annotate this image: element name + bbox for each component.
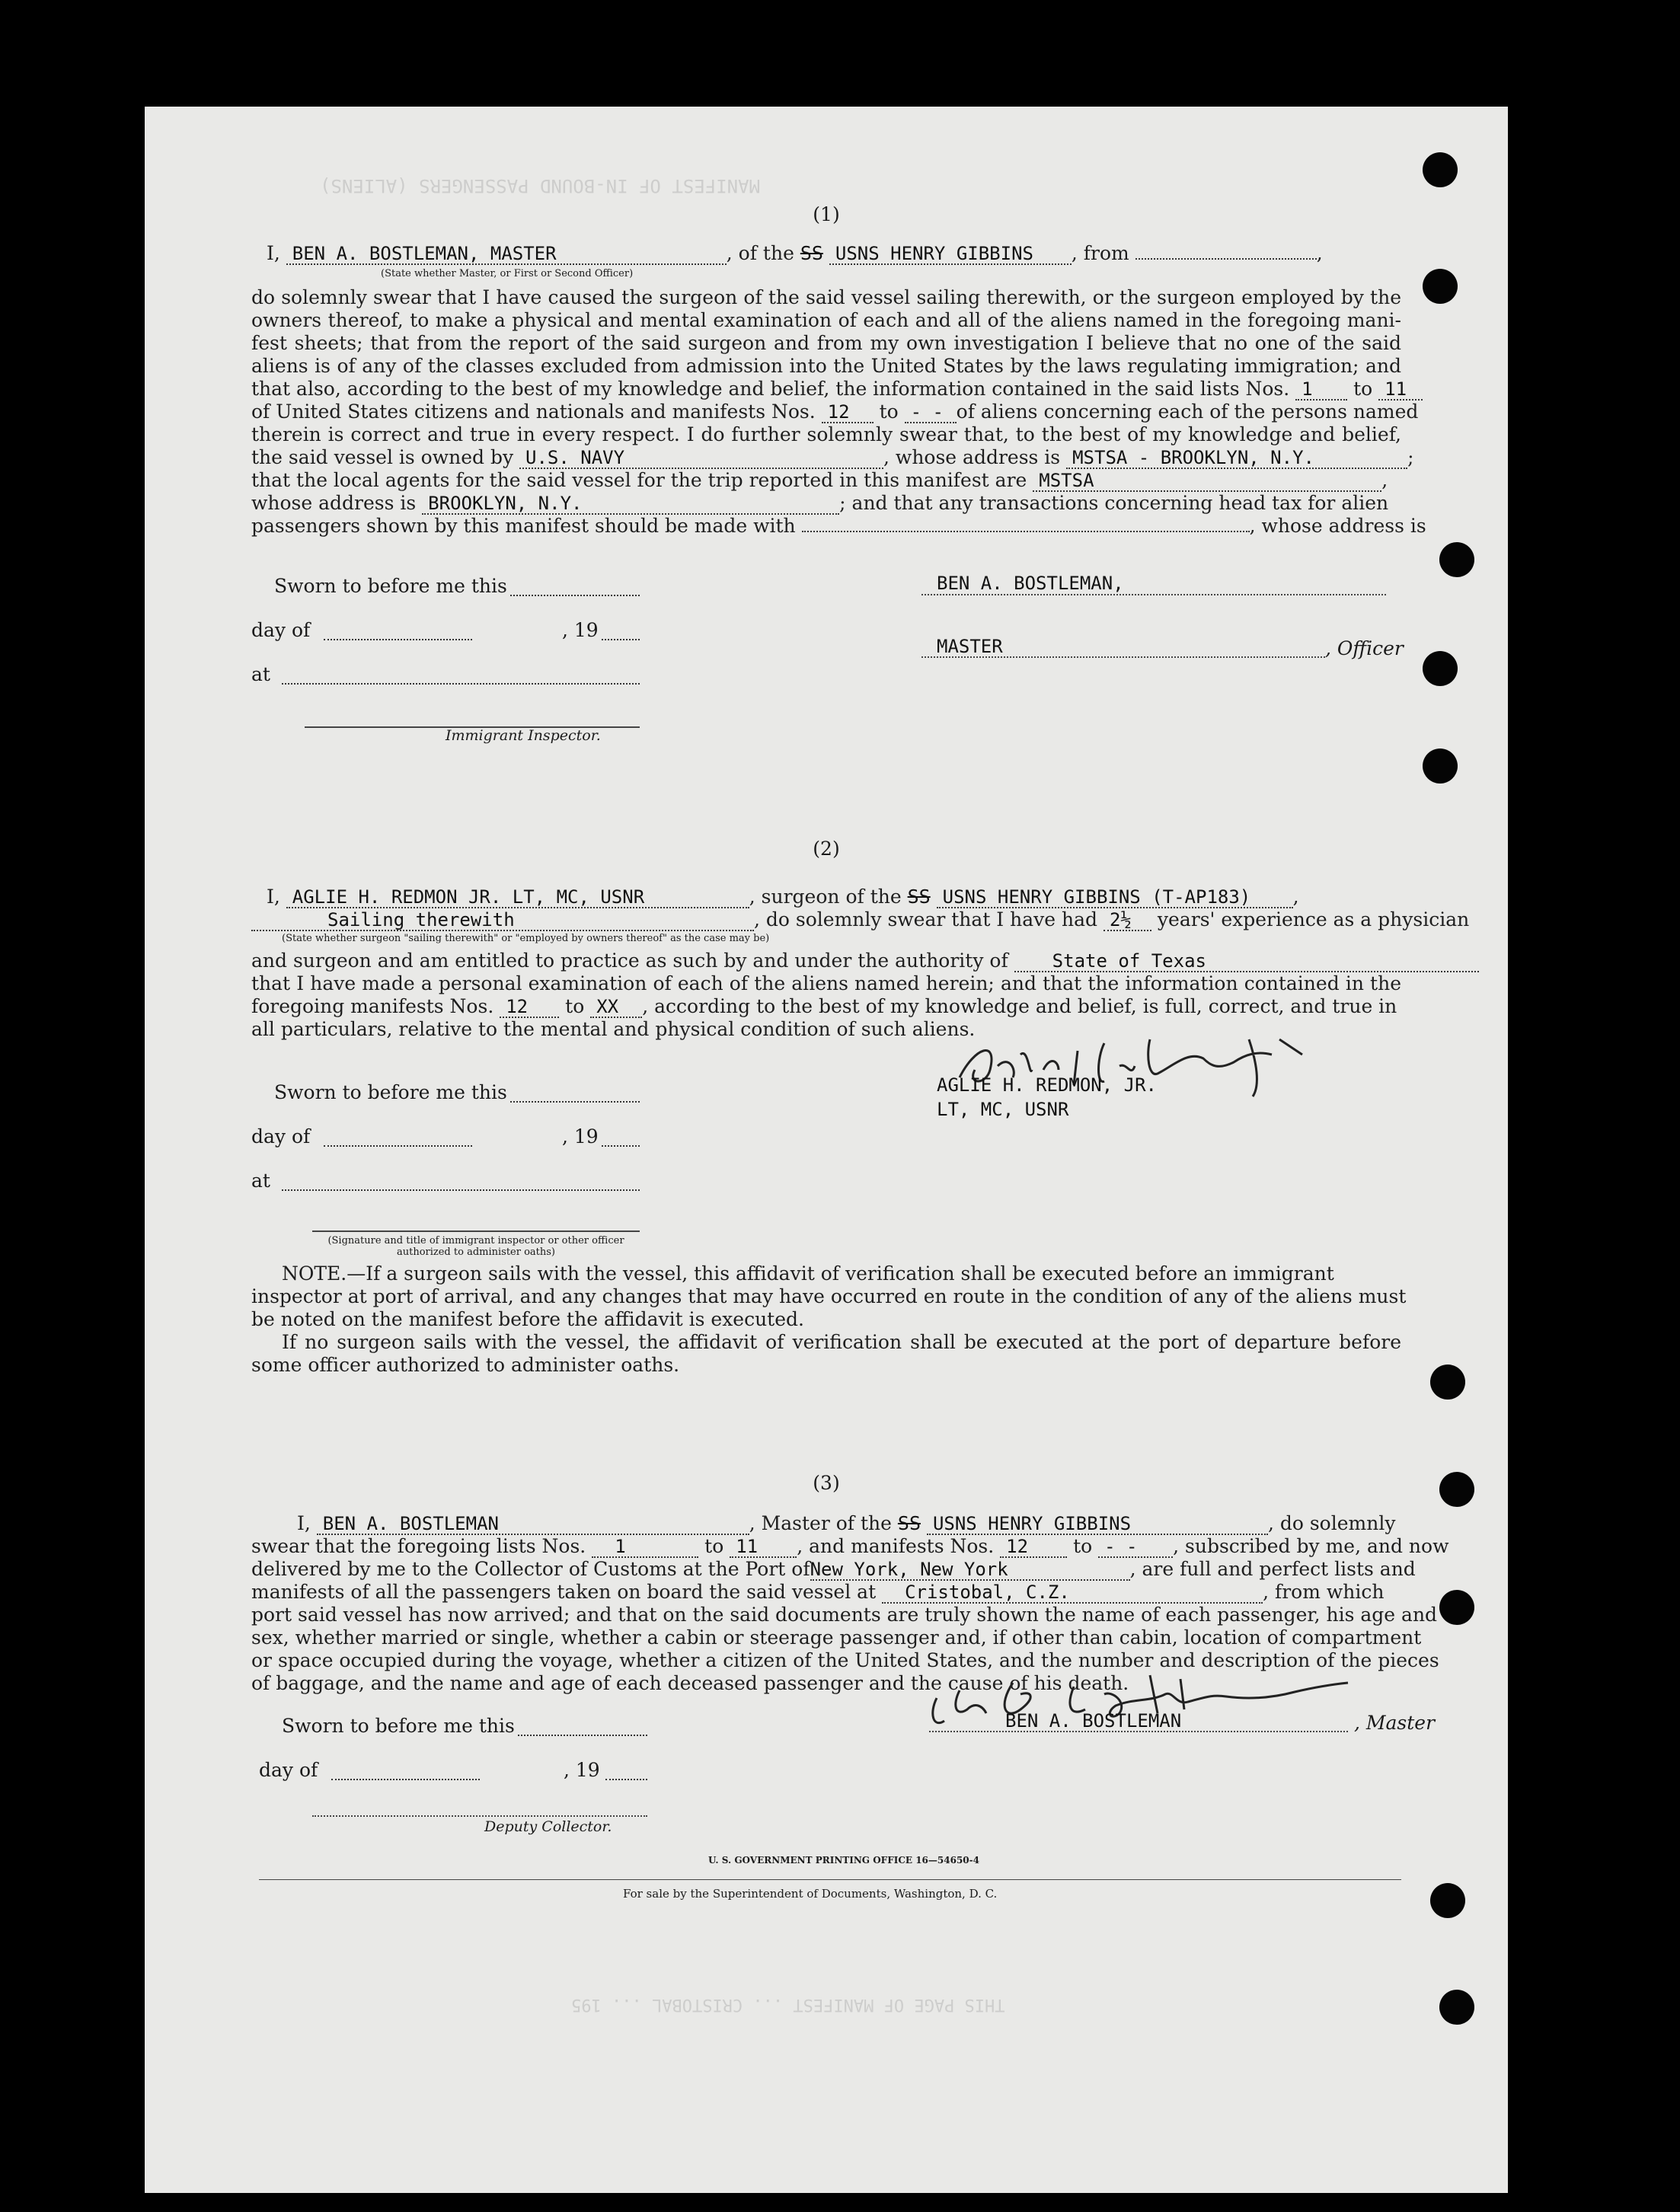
officer-title: MASTER [937,636,1003,657]
oath-2-line-4: that I have made a personal examination of each of the aliens named herein; and that the information contained in the [251,972,1401,994]
gpo-imprint: U. S. GOVERNMENT PRINTING OFFICE 16—54650-4 [708,1855,979,1866]
bleed-through-text: MANIFEST OF IN-BOUND PASSENGERS (ALIENS) [320,175,760,196]
surgeon-name-field[interactable]: AGLIE H. REDMON JR. LT, MC, USNR [286,887,749,908]
collector-port-field[interactable]: New York, New York [810,1559,1130,1581]
authority-field[interactable]: State of Texas [1014,951,1479,972]
document-page [145,107,1508,2193]
oath-1-line-10: that the local agents for the said vessel for the trip reported in this manifest are MSTSA , [251,469,1388,491]
agents-address-field[interactable]: BROOKLYN, N.Y. [422,493,839,515]
oath-3-line-3: delivered by me to the Collector of Customs at the Port ofNew York, New York , are full and perfect lists and [251,1558,1416,1580]
sworn-label-3: Sworn to before me this [282,1715,515,1737]
owner-field[interactable]: U.S. NAVY [519,448,883,469]
oath-2-line-2: Sailing therewith , do solemnly swear that I have had 2½ years' experience as a physician [251,908,1401,931]
manifests-to-field[interactable]: - - [905,402,957,423]
surgeon-manifests-to-field[interactable]: XX [590,997,642,1018]
collector-master-name-field[interactable]: BEN A. BOSTLEMAN [317,1514,749,1535]
oath-2-line-6: all particulars, relative to the mental and physical condition of such aliens. [251,1018,976,1040]
collector-caption: Deputy Collector. [484,1818,612,1835]
collector-master-signature-line [929,1731,1348,1732]
oath-1-line-7: of United States citizens and nationals and manifests Nos. 12 to - - of aliens concerning each of the persons named [251,401,1419,423]
footer-rule [259,1879,1401,1880]
surgeon-signature-name: AGLIE H. REDMON, JR. [937,1074,1157,1096]
note-line-3: be noted on the manifest before the affidavit is executed. [251,1308,804,1330]
day-line-3 [331,1779,480,1780]
oath-1-line-4: fest sheets; that from the report of the said surgeon and from my own investigation I believe that no one of the said [251,332,1401,354]
sworn-label-2: Sworn to before me this [274,1081,507,1103]
day-of-label-2: day of [251,1125,311,1147]
owner-address-field[interactable]: MSTSA - BROOKLYN, N.Y. [1066,448,1407,469]
punch-hole [1423,749,1458,784]
at-label: at [251,663,270,685]
note-line-1: NOTE.—If a surgeon sails with the vessel, this affidavit of verification shall be executed before an immigrant [251,1262,1401,1285]
collector-signature-line [312,1815,647,1817]
surgeon-vessel-field[interactable]: USNS HENRY GIBBINS (T-AP183) [937,887,1293,908]
year-label-3: , 19 [564,1759,600,1781]
lists-to-field[interactable]: 11 [1378,379,1423,401]
oath-1-line-12: passengers shown by this manifest should be made with , whose address is [251,515,1426,537]
collector-vessel-field[interactable]: USNS HENRY GIBBINS [927,1514,1268,1535]
collector-lists-to-field[interactable]: 11 [730,1537,797,1558]
section-1-number: (1) [813,203,840,225]
master-signature-line [921,594,1386,595]
day-of-label-3: day of [259,1759,318,1781]
year-line [602,639,640,640]
year-label-2: , 19 [562,1125,599,1147]
signature-caption: (Signature and title of immigrant inspector or other officer authorized to administer oaths) [327,1235,624,1258]
year-line-2 [602,1145,640,1147]
surgeon-signature-title: LT, MC, USNR [937,1099,1069,1120]
note-line-5: some officer authorized to administer oaths. [251,1354,680,1376]
note-line-4: If no surgeon sails with the vessel, the affidavit of verification shall be executed at the port of departure before [282,1331,1401,1353]
sworn-label: Sworn to before me this [274,575,507,597]
years-field[interactable]: 2½ [1103,910,1151,931]
oath-1-line-3: owners thereof, to make a physical and mental examination of each and all of the aliens named in the foregoing mani- [251,309,1401,331]
vessel-name-field[interactable]: USNS HENRY GIBBINS [829,244,1072,265]
collector-master-signature-name: BEN A. BOSTLEMAN [1005,1710,1182,1732]
punch-hole [1439,542,1474,577]
punch-hole [1423,651,1458,686]
lists-from-field[interactable]: 1 [1295,379,1347,401]
collector-manifests-to-field[interactable]: - - [1098,1537,1173,1558]
section-3-number: (3) [813,1472,840,1494]
sale-notice: For sale by the Superintendent of Documents, Washington, D. C. [623,1887,998,1901]
oath-1-line-9: the said vessel is owned by U.S. NAVY , whose address is MSTSA - BROOKLYN, N.Y. ; [251,446,1414,468]
section-2-number: (2) [813,838,840,860]
agents-field[interactable]: MSTSA [1033,471,1381,492]
officer-label: , Officer [1325,637,1404,659]
status-caption: (State whether surgeon "sailing therewith" or "employed by owners thereof" as the case may be) [282,933,770,944]
oath-2-line-5: foregoing manifests Nos. 12 to XX , according to the best of my knowledge and belief, is full, correct, and true in [251,995,1397,1017]
punch-hole [1430,1883,1465,1918]
master-signature-name: BEN A. BOSTLEMAN, [937,573,1124,594]
day-of-label: day of [251,619,311,641]
oath-1-line-6: that also, according to the best of my knowledge and belief, the information contained in the said lists Nos. 1 to 11 [251,378,1401,401]
sworn-date-line-3 [518,1735,647,1736]
year-label: , 19 [562,619,599,641]
punch-hole [1439,1590,1474,1625]
at-line [282,683,640,685]
sworn-date-line-2 [510,1101,640,1103]
punch-hole [1423,152,1458,187]
name-caption: (State whether Master, or First or Second Officer) [381,268,634,279]
day-line-2 [324,1145,472,1147]
punch-hole [1430,1365,1465,1400]
officer-signature-line [312,1230,640,1232]
oath-2-line-1: I, AGLIE H. REDMON JR. LT, MC, USNR , surgeon of the SS USNS HENRY GIBBINS (T-AP183) , [267,886,1299,908]
surgeon-manifests-from-field[interactable]: 12 [500,997,559,1018]
sworn-date-line [510,595,640,596]
master-name-field[interactable]: BEN A. BOSTLEMAN, MASTER [286,244,727,265]
inspector-caption: Immigrant Inspector. [446,727,601,744]
head-tax-contact-field[interactable] [802,531,1250,532]
oath-2-line-3: and surgeon and am entitled to practice as such by and under the authority of State of Texas [251,950,1401,972]
note-line-2: inspector at port of arrival, and any changes that may have occurred en route in the condition of any of the aliens must [251,1285,1407,1307]
oath-3-line-2: swear that the foregoing lists Nos. 1 to 11 , and manifests Nos. 12 to - - , subscribed by me, and now [251,1535,1449,1557]
departure-port-field[interactable]: Cristobal, C.Z. [882,1582,1263,1604]
officer-title-line [921,656,1325,658]
oath-1-line-8: therein is correct and true in every respect. I do further solemnly swear that, to the best of my knowledge and belief, [251,423,1401,445]
day-line [324,639,472,640]
oath-1-line-11: whose address is BROOKLYN, N.Y. ; and that any transactions concerning head tax for alien [251,492,1389,514]
sailing-status-field[interactable]: Sailing therewith [251,910,754,931]
oath-3-line-6: sex, whether married or single, whether a cabin or steerage passenger and, if other than cabin, location of compartment [251,1626,1422,1649]
oath-1-line-5: aliens is of any of the classes excluded from admission into the United States by the laws regulating immigration; and [251,355,1401,377]
collector-manifests-from-field[interactable]: 12 [1000,1537,1067,1558]
bleed-through-text: THIS PAGE OF MANIFEST ... CRISTOBAL ... 195 [571,1995,1005,2014]
oath-3-line-5: port said vessel has now arrived; and that on the said documents are truly shown the name of each passenger, his age and [251,1604,1438,1626]
oath-1-line-1: I, BEN A. BOSTLEMAN, MASTER , of the SS USNS HENRY GIBBINS , from , [267,242,1323,264]
manifests-from-field[interactable]: 12 [822,402,874,423]
oath-3-line-1: I, BEN A. BOSTLEMAN , Master of the SS USNS HENRY GIBBINS , do solemnly [297,1512,1396,1534]
at-line-2 [282,1189,640,1191]
oath-3-line-7: or space occupied during the voyage, whether a citizen of the United States, and the number and description of the pieces [251,1649,1439,1671]
oath-3-line-4: manifests of all the passengers taken on board the said vessel at Cristobal, C.Z. , from which [251,1581,1385,1603]
collector-lists-from-field[interactable]: 1 [592,1537,698,1558]
from-port-field[interactable] [1135,258,1317,260]
oath-3-line-8: of baggage, and the name and age of each deceased passenger and the cause of his death. [251,1672,1129,1694]
at-label-2: at [251,1170,270,1192]
master-label: , Master [1354,1712,1436,1734]
note-label: NOTE. [282,1262,347,1285]
year-line-3 [605,1779,647,1780]
punch-hole [1439,1990,1474,2025]
punch-hole [1423,269,1458,304]
oath-1-line-2: do solemnly swear that I have caused the surgeon of the said vessel sailing therewith, or the surgeon employed by the [251,286,1401,308]
